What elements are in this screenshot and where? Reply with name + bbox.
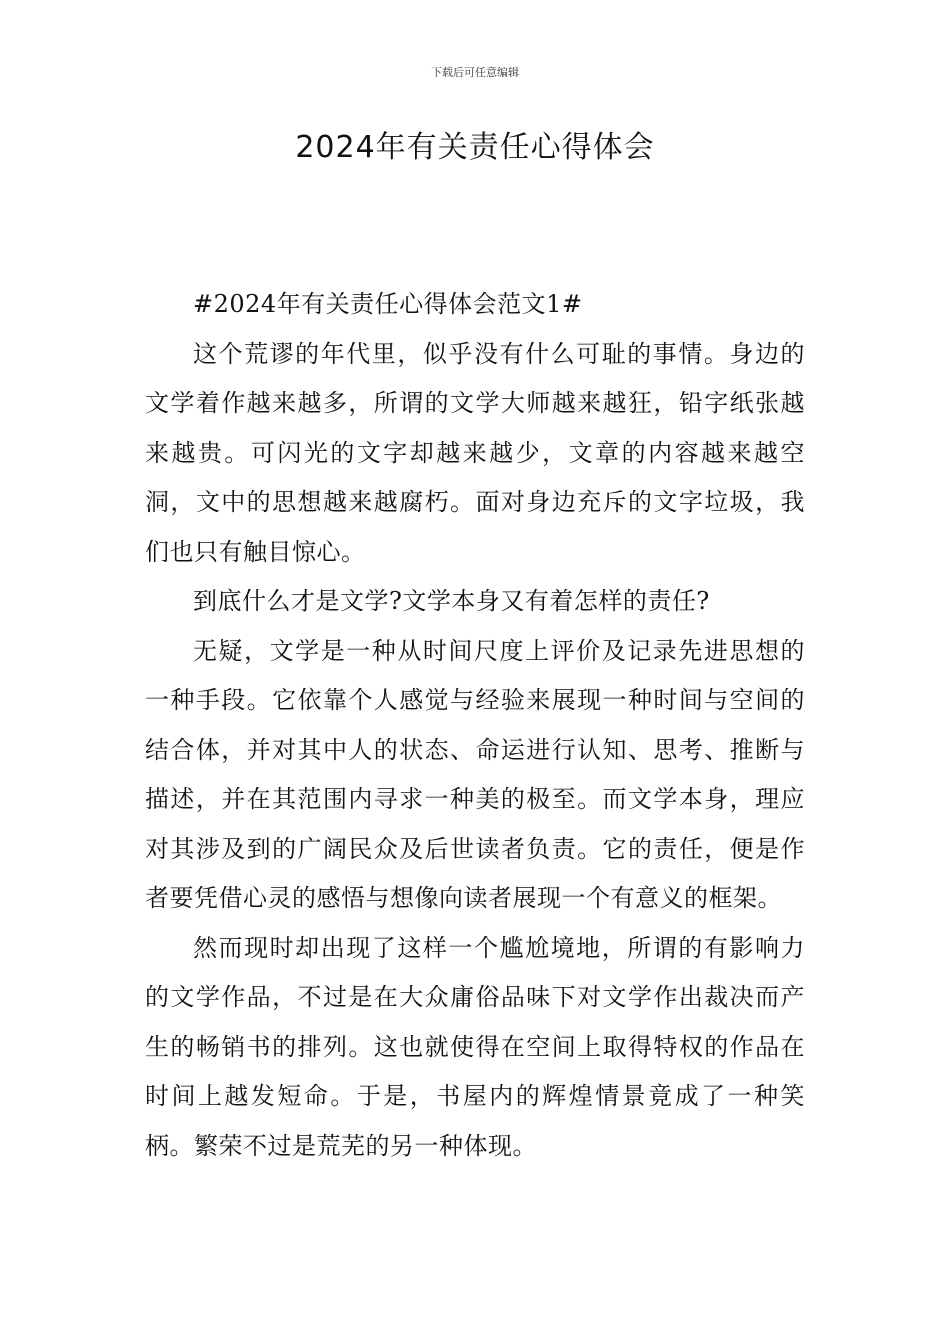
document-body (145, 280, 805, 1171)
paragraph-3: 无疑，文学是一种从时间尺度上评价及记录先进思想的一种手段。它依靠个人感觉与经验来展现一种时间与空间的结合体，并对其中人的状态、命运进行认知、思考、推断与描述，并在其范围内寻求一种美的极至。而文学本身，理应对其涉及到的广阔民众及后世读者负责。它的责任，便是作者要凭借心灵的感悟与想像向读者展现一个有意义的框架。 (145, 636, 805, 912)
document-title: 2024年有关责任心得体会 (295, 130, 655, 165)
paragraph-1: 这个荒谬的年代里，似乎没有什么可耻的事情。身边的文学着作越来越多，所谓的文学大师越来越狂，铅字纸张越来越贵。可闪光的文字却越来越少，文章的内容越来越空洞，文中的思想越来越腐朽。面对身边充斥的文字垃圾，我们也只有触目惊心。 (145, 339, 805, 566)
section-heading: #2024年有关责任心得体会范文1# (193, 290, 583, 318)
paragraph-4: 然而现时却出现了这样一个尴尬境地，所谓的有影响力的文学作品，不过是在大众庸俗品味下对文学作出裁决而产生的畅销书的排列。这也就使得在空间上取得特权的作品在时间上越发短命。于是，书屋内的辉煌情景竟成了一种笑柄。繁荣不过是荒芜的另一种体现。 (145, 933, 805, 1160)
paragraph-2: 到底什么才是文学?文学本身又有着怎样的责任? (193, 587, 710, 615)
header-note: 下载后可任意编辑 (431, 66, 519, 79)
